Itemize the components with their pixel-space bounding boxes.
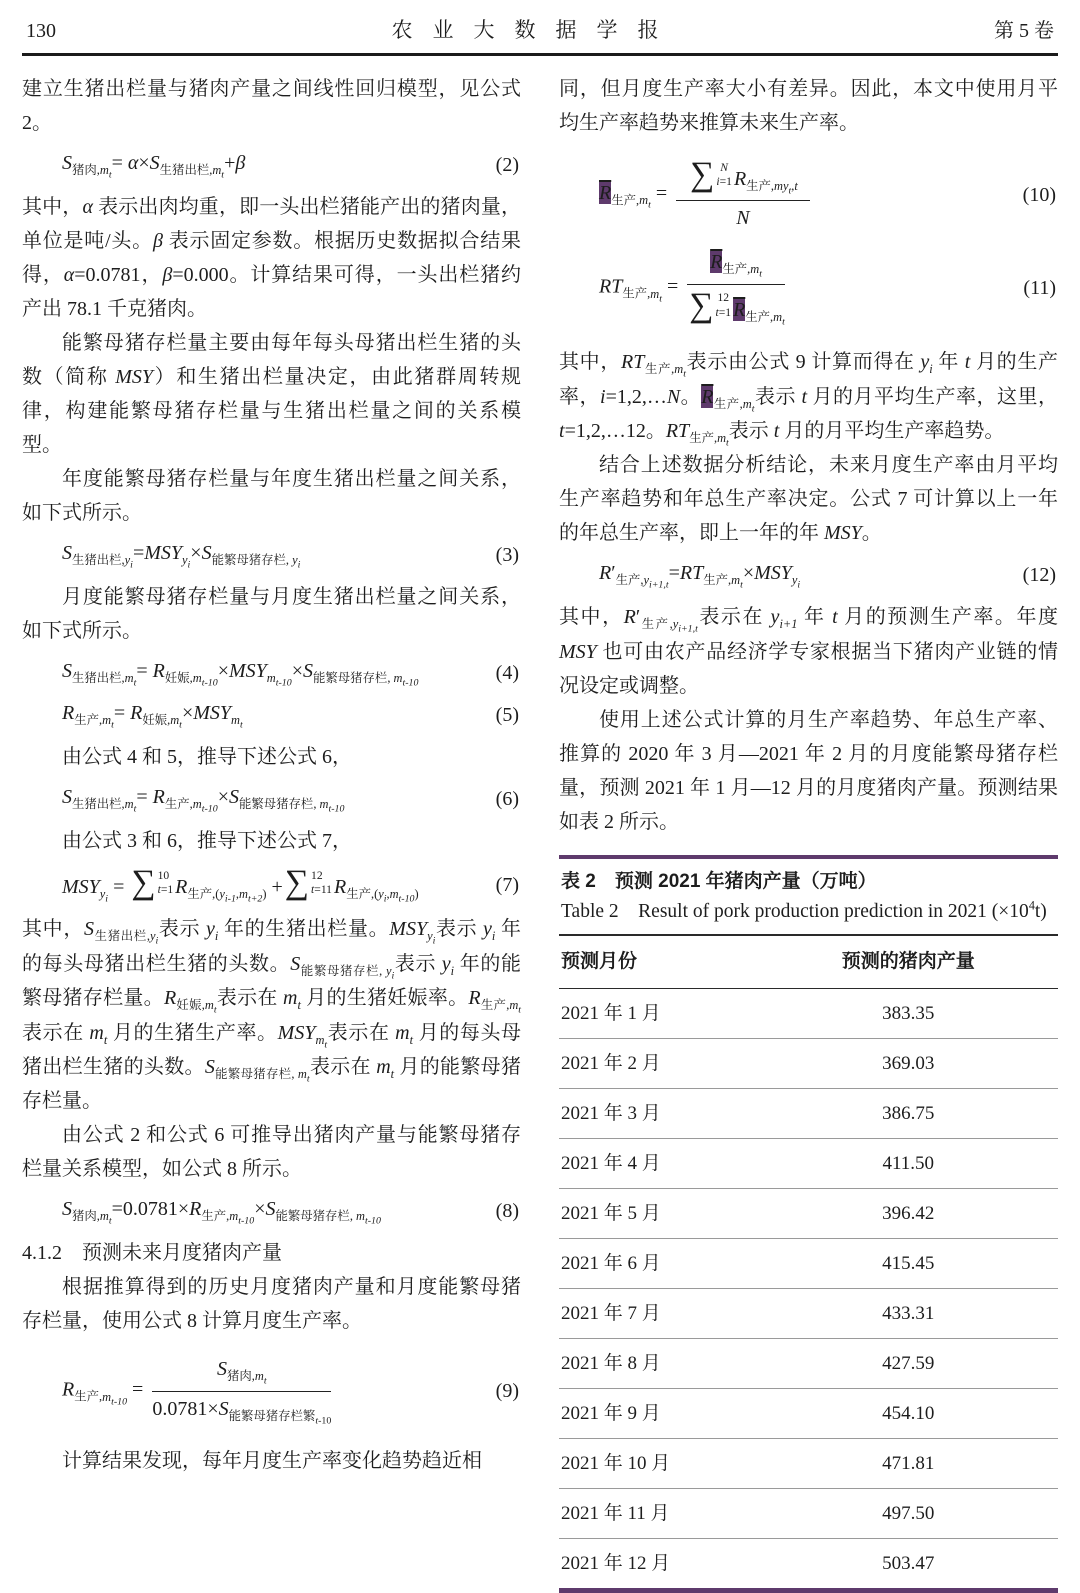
- cell-production: 383.35: [882, 1002, 935, 1024]
- equation-body: $\overline{R}_{生产,m_t}$ = ∑ N i=1 $R_{生产,my_t,t}$ N: [559, 158, 1023, 231]
- equation-body: $R_{生产,m_t}= R_{妊娠,m_t}\times MSY_{m_t}$: [62, 701, 243, 731]
- table-row: [559, 1439, 1058, 1489]
- cell-month: 2021 年 7 月: [561, 1302, 661, 1324]
- equation-4: [22, 656, 521, 690]
- equation-2: [22, 148, 521, 182]
- header-rule: [22, 53, 1058, 56]
- equation-11: [559, 249, 1058, 327]
- paragraph: 月度能繁母猪存栏量与月度生猪出栏量之间关系，如下式所示。: [22, 586, 521, 642]
- equation-body: $S_{生猪出栏,m_t}= R_{妊娠,m_{t-10}}\times MSY_{m_{t-10}}\times S_{能繁母猪存栏, m_{t-10}}$: [62, 659, 419, 689]
- equation-body: $R'_{生产,y_{i+1,t}}=RT_{生产,m_t}\times MSY_{y_i}$: [599, 562, 801, 591]
- cell-production: 433.31: [882, 1302, 935, 1324]
- table-row: [559, 989, 1058, 1039]
- paragraph: 由公式 4 和 5，推导下述公式 6，: [62, 746, 352, 768]
- cell-month: 2021 年 12 月: [561, 1552, 671, 1574]
- equation-body: $S_{猪肉,m_t}=0.0781\times R_{生产,m_{t-10}}\times S_{能繁母猪存栏, m_{t-10}}$: [62, 1198, 381, 1227]
- equation-number: (5): [495, 704, 519, 726]
- cell-production: 415.45: [882, 1252, 935, 1274]
- cell-month: 2021 年 6 月: [561, 1252, 661, 1274]
- equation-10: [559, 158, 1058, 231]
- left-column: [22, 72, 521, 1593]
- equation-number: (3): [495, 544, 519, 566]
- equation-number: (2): [495, 154, 519, 176]
- paragraph: 根据推算得到的历史月度猪肉产量和月度能繁母猪存栏量，使用公式 8 计算月度生产率。: [22, 1276, 521, 1333]
- equation-number: (12): [1022, 564, 1056, 587]
- cell-production: 471.81: [882, 1452, 935, 1474]
- equation-number: (11): [1023, 277, 1056, 300]
- two-column-body: [22, 72, 1058, 1593]
- table-row: [559, 1489, 1058, 1539]
- cell-production: 369.03: [882, 1052, 935, 1074]
- cell-month: 2021 年 11 月: [561, 1502, 670, 1524]
- paragraph: 其中，α 表示出肉均重，即一头出栏猪能产出的猪肉量，单位是吨/头。β 表示固定参数。根据历史数据拟合结果得，α=0.0781，β=0.000。计算结果可得，一头出栏猪约产出 78.1 千克猪肉。: [22, 196, 522, 320]
- paragraph: 结合上述数据分析结论，未来月度生产率由月平均生产率趋势和年总生产率决定。公式 7 可计算以上一年的年总生产率，即上一年的年 MSY。: [559, 454, 1058, 545]
- table-2: [559, 855, 1058, 1593]
- equation-7: [22, 866, 521, 904]
- equation-number: (8): [495, 1200, 519, 1223]
- equation-number: (6): [495, 788, 519, 810]
- table-header: [559, 935, 1058, 989]
- equation-body: $S_{生猪出栏,m_t}= R_{生产,m_{t-10}}\times S_{能繁母猪存栏, m_{t-10}}$: [62, 785, 345, 815]
- table-row: [559, 1389, 1058, 1439]
- table-row: [559, 1189, 1058, 1239]
- paragraph: 其中，$R'_{生产,y_{i+1,t}}$表示在 $y_{i+1}$ 年 t 月的预测生产率。年度 MSY 也可由农产品经济学专家根据当下猪肉产业链的情况设定或调整。: [559, 606, 1059, 697]
- cell-production: 454.10: [882, 1402, 935, 1424]
- column-header-production: 预测的猪肉产量: [841, 951, 975, 973]
- paragraph: 同，但月度生产率大小有差异。因此，本文中使用月平均生产率趋势来推算未来生产率。: [559, 78, 1058, 134]
- equation-12: [559, 558, 1058, 592]
- page-number: 130: [26, 20, 56, 42]
- equation-body: $S_{生猪出栏,y_i}=MSY_{y_i}\times S_{能繁母猪存栏, y_i}$: [62, 541, 301, 571]
- paragraph: 由公式 2 和公式 6 可推导出猪肉产量与能繁母猪存栏量关系模型，如公式 8 所示。: [22, 1124, 521, 1181]
- equation-body: $R_{生产,m_{t-10}}$ = $\frac{S_{猪肉,m_t}}{0.0781\times S_{能繁母猪存栏繁_{t-10}}}$: [62, 1358, 332, 1427]
- cell-month: 2021 年 5 月: [561, 1202, 661, 1224]
- table-caption-zh: 表 2 预测 2021 年猪肉产量（万吨）: [561, 871, 877, 893]
- cell-production: 386.75: [882, 1102, 935, 1124]
- table-row: [559, 1239, 1058, 1289]
- paragraph: 由公式 3 和 6，推导下述公式 7，: [62, 830, 352, 852]
- cell-month: 2021 年 2 月: [561, 1052, 661, 1074]
- equation-body: $S_{猪肉,m_t}= \alpha\times S_{生猪出栏,m_t}+\beta$: [62, 151, 246, 181]
- cell-month: 2021 年 1 月: [561, 1002, 661, 1024]
- cell-production: 427.59: [882, 1352, 935, 1374]
- right-column: [559, 72, 1058, 1593]
- cell-month: 2021 年 8 月: [561, 1352, 661, 1374]
- cell-production: 497.50: [882, 1502, 935, 1524]
- table-row: [559, 1289, 1058, 1339]
- paragraph: 计算结果发现，每年月度生产率变化趋势趋近相: [62, 1450, 482, 1473]
- paragraph: 其中，$S_{生猪出栏,y_i}$表示 $y_i$ 年的生猪出栏量。$MSY_{y_i}$表示 $y_i$ 年的每头母猪出栏生猪的头数。$S_{能繁母猪存栏, y_i}$表示 $y_i$ 年的能繁母猪存栏量。$R_{妊娠,m_t}$表示在 $m_t$ 月的生猪妊娠率。$R_{生产,m_t}$表示在 $m_t$ 月的生猪生产率。$MSY_{m_t}$表示在 $m_t$ 月的每头母猪出栏生猪的头数。$S_{能繁母猪存栏, m_t}$表示在 $m_t$ 月的能繁母猪存栏量。: [22, 918, 522, 1113]
- equation-6: [22, 782, 521, 816]
- cell-month: 2021 年 9 月: [561, 1402, 661, 1424]
- equation-number: (9): [495, 1380, 519, 1403]
- running-head: [22, 8, 1058, 53]
- prediction-table: [559, 934, 1058, 1588]
- paragraph: 其中，$RT_{生产,m_t}$表示由公式 9 计算而得在 $y_i$ 年 t 月的生产率，i=1,2,…N。$\overline{R}_{生产,m_t}$表示 t 月的月平均生产率，这里，t=1,2,…12。$RT_{生产,m_t}$表示 t 月的月平均生产率趋势。: [559, 351, 1059, 449]
- paragraph: 建立生猪出栏量与猪肉产量之间线性回归模型，见公式 2。: [22, 78, 521, 134]
- table-body: [559, 989, 1058, 1589]
- cell-month: 2021 年 3 月: [561, 1102, 661, 1124]
- cell-production: 396.42: [882, 1202, 935, 1224]
- table-row: [559, 1139, 1058, 1189]
- paragraph: 年度能繁母猪存栏量与年度生猪出栏量之间关系，如下式所示。: [22, 468, 521, 524]
- cell-month: 2021 年 4 月: [561, 1152, 661, 1174]
- cell-production: 411.50: [882, 1152, 935, 1174]
- equation-8: [22, 1194, 521, 1228]
- journal-title: 农业大数据学报: [391, 19, 679, 42]
- equation-body: $MSY_{y_i}$ = ∑ 10 t=1 $R_{生产,(y_{i-1},m_{t+2})}$ + ∑ 12 t=11 $R_{生产,(y_i,m_{t-10})}$: [62, 864, 419, 905]
- volume-label: 第 5 卷: [994, 20, 1054, 42]
- equation-number: (10): [1022, 183, 1056, 206]
- equation-5: [22, 698, 521, 732]
- table-row: [559, 1539, 1058, 1589]
- equation-3: [22, 538, 521, 572]
- table-row: [559, 1089, 1058, 1139]
- table-row: [559, 1039, 1058, 1089]
- section-heading-4-1-2: 4.1.2 预测未来月度猪肉产量: [22, 1242, 282, 1265]
- table-header-row: [559, 935, 1058, 989]
- cell-month: 2021 年 10 月: [561, 1452, 671, 1474]
- equation-body: $RT_{生产,m_t}$ = $\overline{R}_{生产,m_t}$ ∑ 12 t=1 $\overline{R}_{生产,m_t}$: [599, 251, 785, 328]
- table-row: [559, 1339, 1058, 1389]
- paragraph: 能繁母猪存栏量主要由每年每头母猪出栏生猪的头数（简称 MSY）和生猪出栏量决定，由此猪群周转规律，构建能繁母猪存栏量与生猪出栏量之间的关系模型。: [22, 332, 522, 456]
- table-bottom-rule: [559, 1588, 1058, 1593]
- equation-number: (4): [495, 662, 519, 684]
- table-caption-en: Table 2 Result of pork production prediction in 2021 $(\times 10^4t)$: [561, 898, 1047, 923]
- cell-production: 503.47: [882, 1552, 935, 1574]
- column-header-month: 预测月份: [561, 951, 638, 973]
- equation-9: [22, 1356, 521, 1426]
- equation-number: (7): [495, 874, 519, 897]
- paragraph: 使用上述公式计算的月生产率趋势、年总生产率、推算的 2020 年 3 月—2021 年 2 月的月度能繁母猪存栏量，预测 2021 年 1 月—12 月的月度猪肉产量。预测结果如表 2 所示。: [559, 708, 1058, 833]
